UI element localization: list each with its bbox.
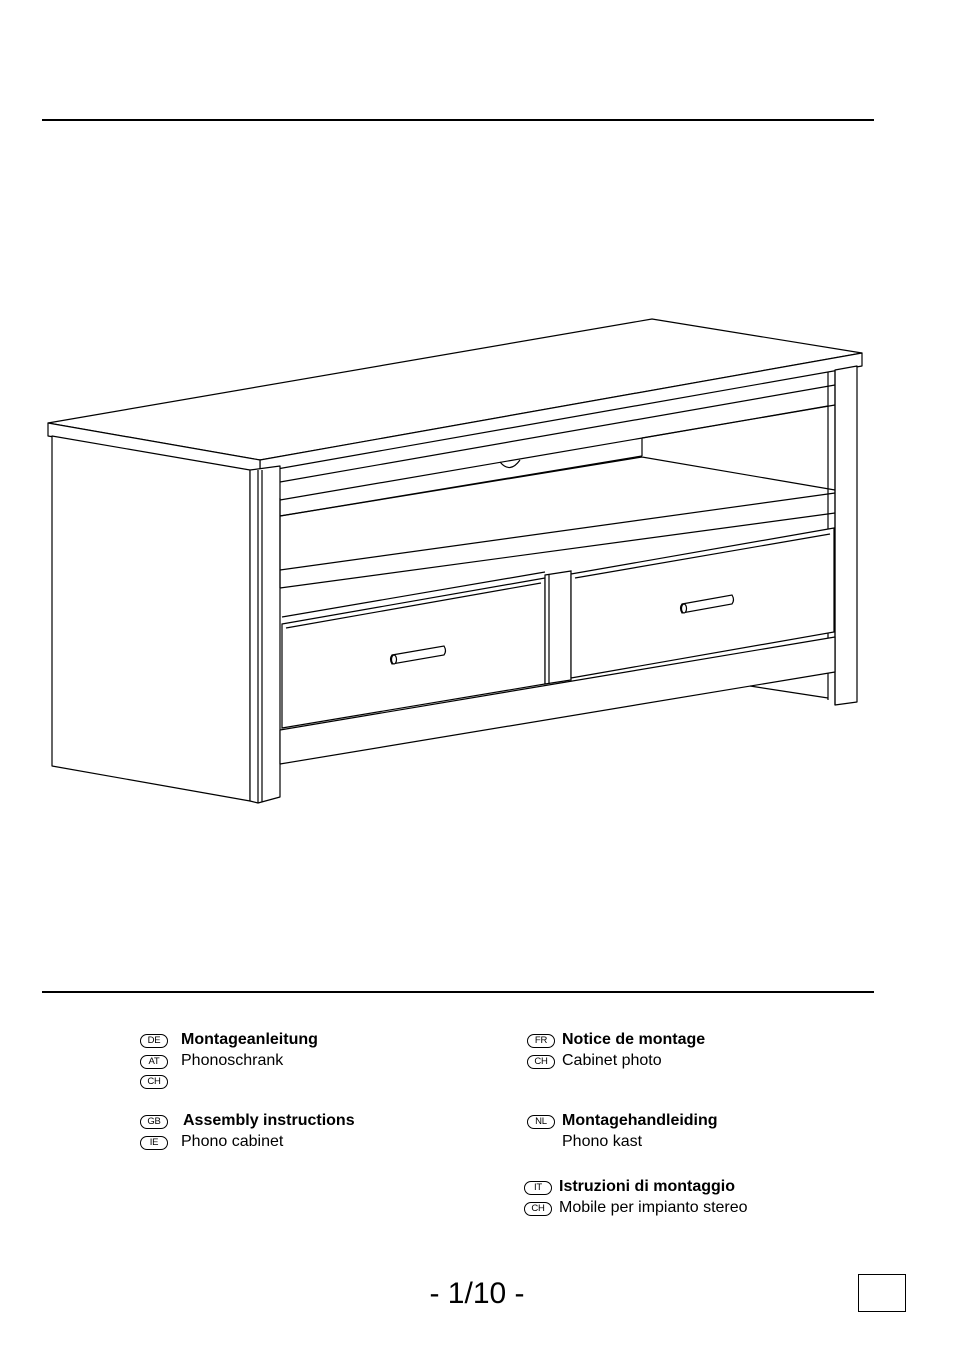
lang-subtitle-ch: Mobile per impianto stereo	[559, 1198, 748, 1216]
page-number: - 1/10 -	[429, 1277, 525, 1310]
country-badge-de: DE	[140, 1034, 168, 1048]
lang-row	[527, 1132, 827, 1153]
lang-title-fr: Notice de montage	[562, 1031, 706, 1048]
lang-row	[140, 1071, 440, 1092]
lang-subtitle-ch: Cabinet photo	[562, 1051, 662, 1069]
lang-group-gb	[140, 1111, 440, 1152]
lang-title-it: Istruzioni di montaggio	[559, 1178, 735, 1195]
lang-row	[527, 1111, 827, 1132]
lang-row	[527, 1051, 827, 1072]
country-badge-nl: NL	[527, 1115, 555, 1129]
lang-row	[140, 1111, 440, 1132]
lang-group-fr	[527, 1030, 827, 1071]
lang-title-gb: Assembly instructions	[183, 1112, 355, 1129]
country-badge-ch: CH	[524, 1202, 552, 1216]
lang-title-nl: Montagehandleiding	[562, 1112, 718, 1129]
lang-row	[524, 1198, 844, 1219]
lang-group-it	[524, 1177, 844, 1218]
lang-subtitle-ie: Phono cabinet	[181, 1132, 284, 1150]
lang-row	[527, 1030, 827, 1051]
lang-row	[140, 1030, 440, 1051]
top-rule	[42, 119, 874, 121]
lang-row	[140, 1051, 440, 1072]
lang-group-nl	[527, 1111, 827, 1152]
cabinet-top-panel	[48, 319, 862, 460]
lang-subtitle-nl: Phono kast	[562, 1132, 643, 1150]
lang-subtitle-at: Phonoschrank	[181, 1051, 284, 1069]
cabinet-illustration	[0, 300, 954, 820]
cabinet-left-post	[250, 466, 280, 803]
bottom-rule	[42, 991, 874, 993]
country-badge-gb: GB	[140, 1115, 168, 1129]
country-badge-ch: CH	[527, 1055, 555, 1069]
cabinet-right-post	[835, 366, 857, 705]
cabinet-left-side-panel	[52, 436, 250, 801]
country-badge-at: AT	[140, 1055, 168, 1069]
lang-group-de	[140, 1030, 440, 1092]
country-badge-it: IT	[524, 1181, 552, 1195]
lang-row	[140, 1132, 440, 1153]
country-badge-ch: CH	[140, 1075, 168, 1089]
lang-title-de: Montageanleitung	[181, 1031, 318, 1048]
lang-row	[524, 1177, 844, 1198]
country-badge-fr: FR	[527, 1034, 555, 1048]
country-badge-ie: IE	[140, 1136, 168, 1150]
corner-box	[858, 1274, 906, 1312]
cabinet-shelf	[280, 456, 642, 516]
